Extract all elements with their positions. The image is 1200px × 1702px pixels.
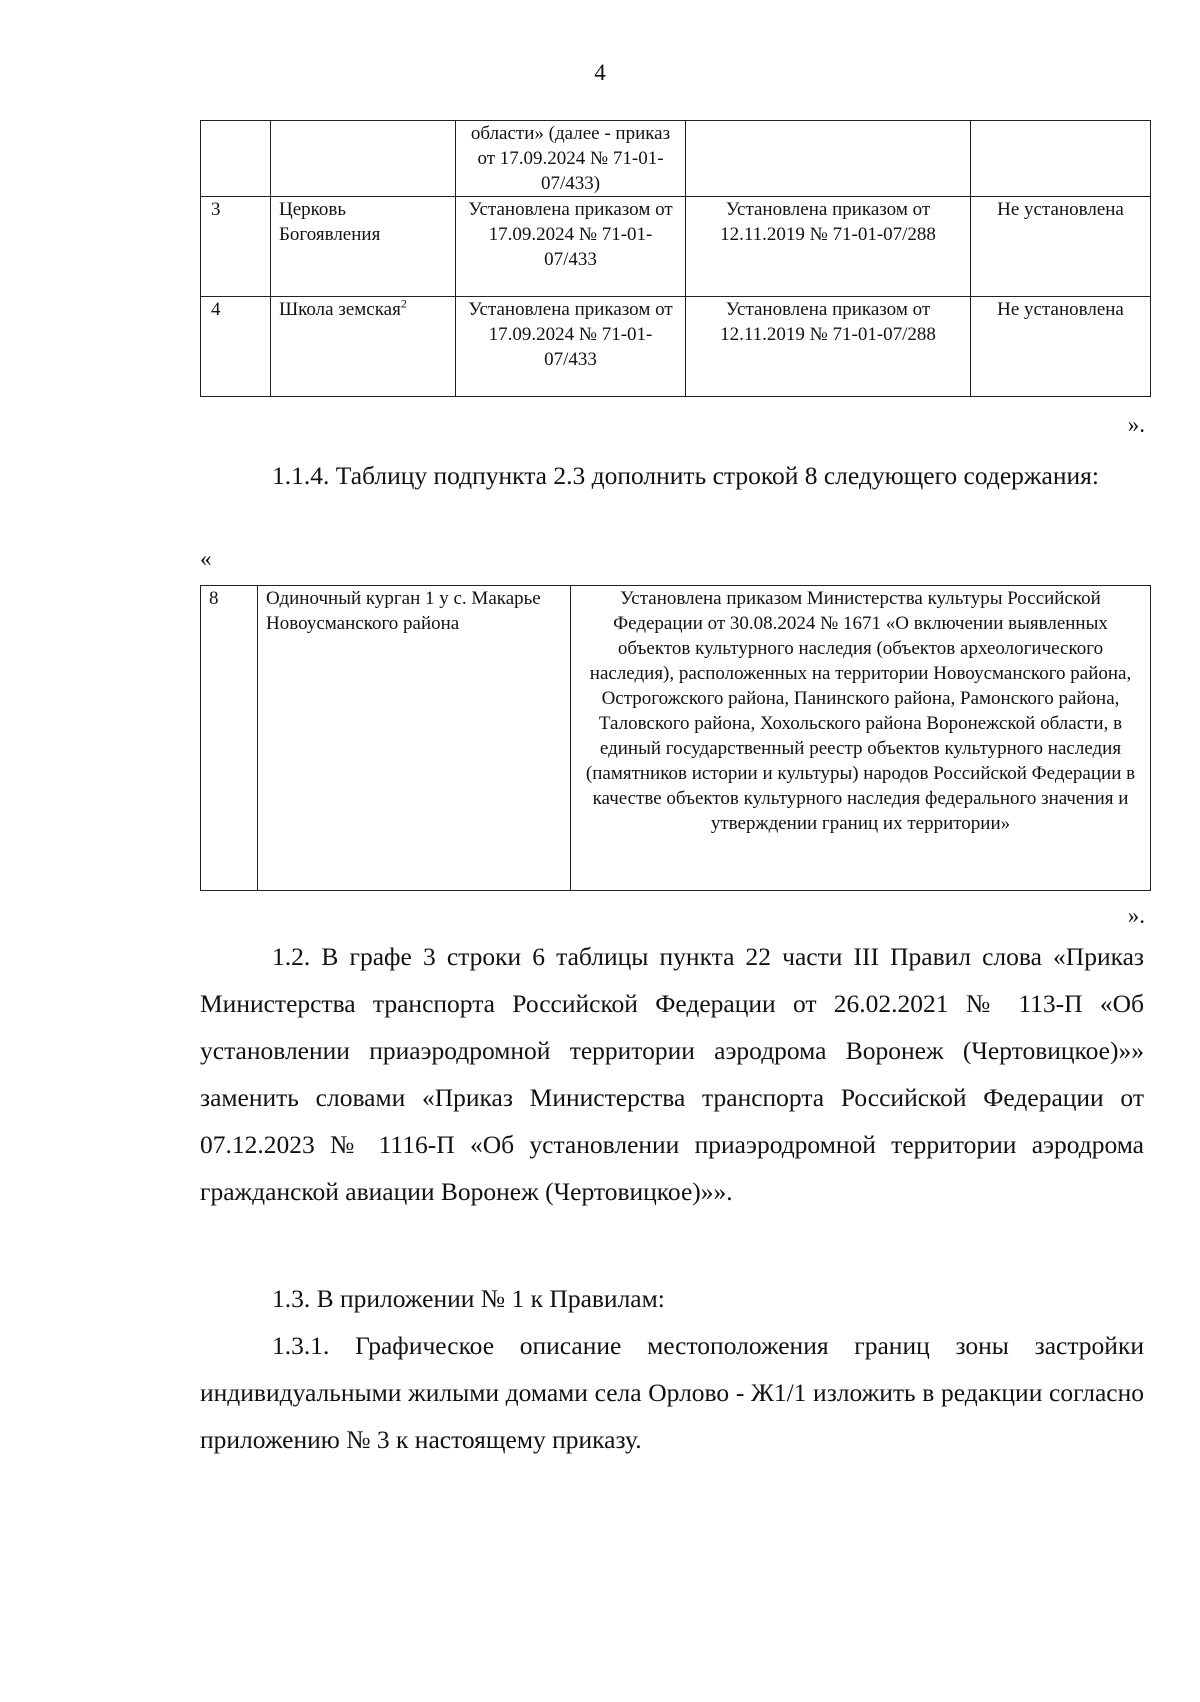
monument-table bbox=[200, 585, 1151, 891]
page-number: 4 bbox=[594, 60, 606, 85]
table-row bbox=[201, 121, 1151, 197]
status-cell: Установлена приказом от 12.11.2019 № 71-01-07/288 bbox=[686, 197, 971, 297]
status-cell: Установлена приказом Министерства культуры Российской Федерации от 30.08.2024 № 1671 «О включении выявленных объектов культурного наследия (объектов археологического наследия), расположенных на территории Новоусманского района, Острогожского района, Панинского района, Рамонского района, Таловского района, Хохольского района Воронежской области, в единый государственный реестр объектов культурного наследия (памятников истории и культуры) народов Российской Федерации в качестве объектов культурного наследия федерального значения и утверждении границ их территории» bbox=[571, 586, 1151, 891]
paragraph-1-1-4: 1.1.4. Таблицу подпункта 2.3 дополнить строкой 8 следующего содержания: bbox=[272, 461, 1099, 490]
table-row bbox=[201, 297, 1151, 397]
status-cell: области» (далее - приказ от 17.09.2024 № 71-01-07/433) bbox=[456, 121, 686, 197]
footnote-marker: 2 bbox=[400, 296, 407, 311]
row-number bbox=[201, 121, 271, 197]
status-cell bbox=[971, 121, 1151, 197]
closing-quote: ». bbox=[1127, 903, 1145, 928]
row-number: 3 bbox=[201, 197, 271, 297]
object-name bbox=[271, 297, 456, 397]
object-name-text: Школа земская bbox=[279, 299, 401, 320]
status-cell: Не установлена bbox=[971, 297, 1151, 397]
status-cell bbox=[686, 121, 971, 197]
row-number: 4 bbox=[201, 297, 271, 397]
status-cell: Не установлена bbox=[971, 197, 1151, 297]
table-row bbox=[201, 586, 1151, 891]
row-number: 8 bbox=[201, 586, 258, 891]
object-name: Церковь Богоявления bbox=[271, 197, 456, 297]
paragraph-1-3-1: 1.3.1. Графическое описание местоположения границ зоны застройки индивидуальными жилыми домами села Орлово - Ж1/1 изложить в редакции согласно приложению № 3 к настоящему приказу. bbox=[200, 1331, 1144, 1454]
table-row bbox=[201, 197, 1151, 297]
paragraph-1-3: 1.3. В приложении № 1 к Правилам: bbox=[272, 1284, 665, 1313]
object-name: Одиночный курган 1 у с. Макарье Новоусманского района bbox=[258, 586, 571, 891]
status-cell: Установлена приказом от 12.11.2019 № 71-01-07/288 bbox=[686, 297, 971, 397]
closing-quote: ». bbox=[1127, 412, 1145, 437]
status-cell: Установлена приказом от 17.09.2024 № 71-01-07/433 bbox=[456, 197, 686, 297]
paragraph-1-2: 1.2. В графе 3 строки 6 таблицы пункта 22 части III Правил слова «Приказ Министерства транспорта Российской Федерации от 26.02.2021 № 113-П «Об установлении приаэродромной территории аэродрома Воронеж (Чертовицкое)»» заменить словами «Приказ Министерства транспорта Российской Федерации от 07.12.2023 № 1116-П «Об установлении приаэродромной территории аэродрома гражданской авиации Воронеж (Чертовицкое)»». bbox=[200, 942, 1144, 1206]
status-cell: Установлена приказом от 17.09.2024 № 71-01-07/433 bbox=[456, 297, 686, 397]
object-name bbox=[271, 121, 456, 197]
opening-quote: « bbox=[200, 546, 212, 571]
objects-table bbox=[200, 120, 1151, 397]
